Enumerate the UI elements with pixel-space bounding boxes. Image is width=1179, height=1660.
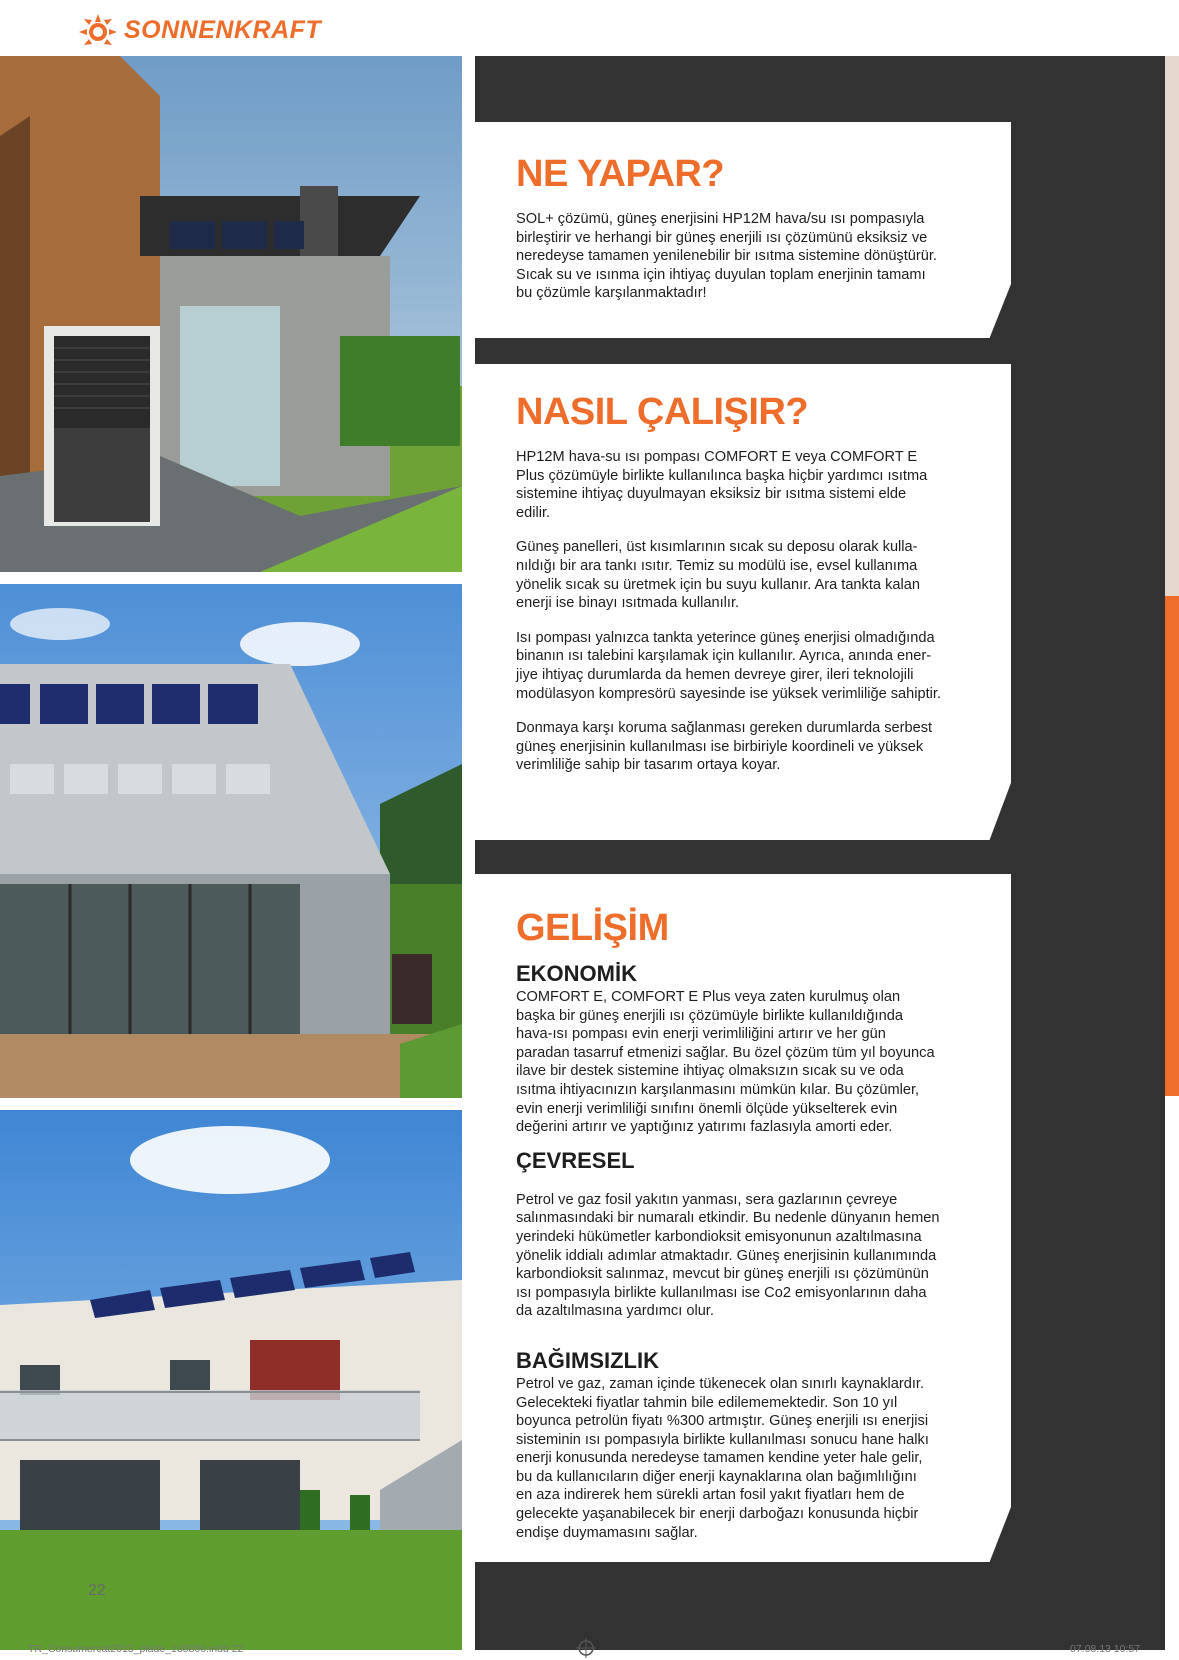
edge-strip-orange bbox=[1165, 596, 1179, 1096]
paragraph-environmental: Petrol ve gaz fosil yakıtın yanması, sera gazlarının çevreye salınmasındaki bir numaralı etkindir. Bu nedenle dünyanın hemen yerindeki hükümetler karbondioksit emisyonunun azaltılmasına yönelik iddialı adımlar atmaktadır. Güneş enerjisinin kullanımında karbondioksit salınmaz, mevcut bir güneş enerjili ısı çözümünün ısı pompasıyla birlikte kullanılması ise Co2 emisyonlarının daha da azaltılmasına yardımcı olur. bbox=[516, 1191, 940, 1320]
edge-strip-white bbox=[1165, 1096, 1179, 1650]
section-what-it-does bbox=[516, 152, 976, 303]
photo-white-house-solar bbox=[0, 1110, 462, 1650]
page-number: 22 bbox=[88, 1582, 106, 1599]
paragraph-independence: Petrol ve gaz, zaman içinde tükenecek olan sınırlı kaynaklardır. Gelecekteki fiyatlar tahmin bile edilememektedir. Son 10 yıl boyunca petrolün fiyatı %300 artmıştır. Güneş enerjili ısı enerjisi sisteminin ısı pompasıyla birlikte kullanılması sonucu hane halkı enerji konusunda neredeyse tamamen kendine yeter hale gelir, bu da kullanıcıların diğer enerji kaynaklarına olan bağımlılığını en aza indirerek hem sürekli artan fosil yakıt fiyatları hem de gelecekte yaşanabilecek bir enerji darboğazı konusunda hiçbir endişe duymamasını sağlar. bbox=[516, 1375, 929, 1541]
subsection-title-independence: BAĞIMSIZLIK bbox=[516, 1347, 659, 1373]
print-slug: TR_Consumercat2013_plade_130806.indd 22 bbox=[28, 1643, 244, 1655]
section-title: NASIL ÇALIŞIR? bbox=[516, 391, 809, 433]
brand-logo bbox=[76, 10, 321, 50]
section-title: NE YAPAR? bbox=[516, 153, 725, 195]
sun-logo-icon bbox=[76, 10, 120, 50]
paragraph-economic: COMFORT E, COMFORT E Plus veya zaten kurulmuş olan başka bir güneş enerjili ısı çözümüyle birlikte kullanıldığında hava-ısı pompası evin enerji verimliliğini artırır ve her gün paradan tasarruf etmenizi sağlar. Bu özel çözüm tüm yıl boyunca ilave bir destek sistemine ihtiyaç olmaksızın sıcak su ve oda ısıtma ihtiyacınızın karşılanmasını mümkün kılar. Bu çözümler, evin enerji verimliliği sınıfını önemli ölçüde yükselterek evin değerini artırır ve yaptığınız yatırımı fazlasıyla amorti eder. bbox=[516, 989, 935, 1136]
section-development bbox=[516, 906, 976, 1542]
paragraph: HP12M hava-su ısı pompası COMFORT E veya COMFORT E Plus çözümüyle birlikte kullanılınca başka hiçbir yardımcı ısıtma sistemine ihtiyaç duyulmayan eksiksiz bir ısıtma sistemi elde edilir. bbox=[516, 449, 928, 521]
paragraph: Güneş panelleri, üst kısımlarının sıcak su deposu olarak kulla- nıldığı bir ara tankı ısıtır. Temiz su modülü ise, evsel kullanıma yönelik sıcak su üretmek için bu suyu kullanır. Ara tankta kalan enerji ise binayı ısıtmada kullanılır. bbox=[516, 539, 920, 612]
section-how-it-works bbox=[516, 390, 976, 775]
section-text: SOL+ çözümü, güneş enerjisini HP12M hava/su ısı pompasıyla birleştirir ve herhangi bir güneş enerjili ısı çözümünü eksiksiz ve neredeyse tamamen yenilenebilir bir ısıtma sistemine dönüştürür. Sıcak su ve ısınma için ihtiyaç duyulan toplam enerjinin tamamı bu çözümle karşılanmaktadır! bbox=[516, 211, 937, 302]
edge-strip-beige bbox=[1165, 56, 1179, 596]
registration-mark-icon bbox=[576, 1638, 596, 1658]
paragraph: Donmaya karşı koruma sağlanması gereken durumlarda serbest güneş enerjisinin kullanılması ise birbiriyle koordineli ve yüksek verimliliğe sahip bir tasarım ortaya koyar. bbox=[516, 720, 933, 774]
subsection-title-economic: EKONOMİK bbox=[516, 961, 637, 986]
photo-solar-roof-house bbox=[0, 584, 462, 1098]
subsection-title-environmental: ÇEVRESEL bbox=[516, 1147, 635, 1173]
paragraph: Isı pompası yalnızca tankta yeterince güneş enerjisi olmadığında binanın ısı talebini karşılamak için kullanılır. Ayrıca, anında ener- jiye ihtiyaç durumlarda da hemen devreye girer, ileri teknolojili modülasyon kompresörü sayesinde ise yüksek verimliliğe sahiptir. bbox=[516, 629, 942, 702]
section-title: GELİŞİM bbox=[516, 907, 669, 949]
photo-modern-house-heat-pump bbox=[0, 56, 462, 572]
print-timestamp: 07.08.13 10:57 bbox=[1070, 1643, 1141, 1655]
brand-name: SONNENKRAFT bbox=[124, 15, 322, 44]
